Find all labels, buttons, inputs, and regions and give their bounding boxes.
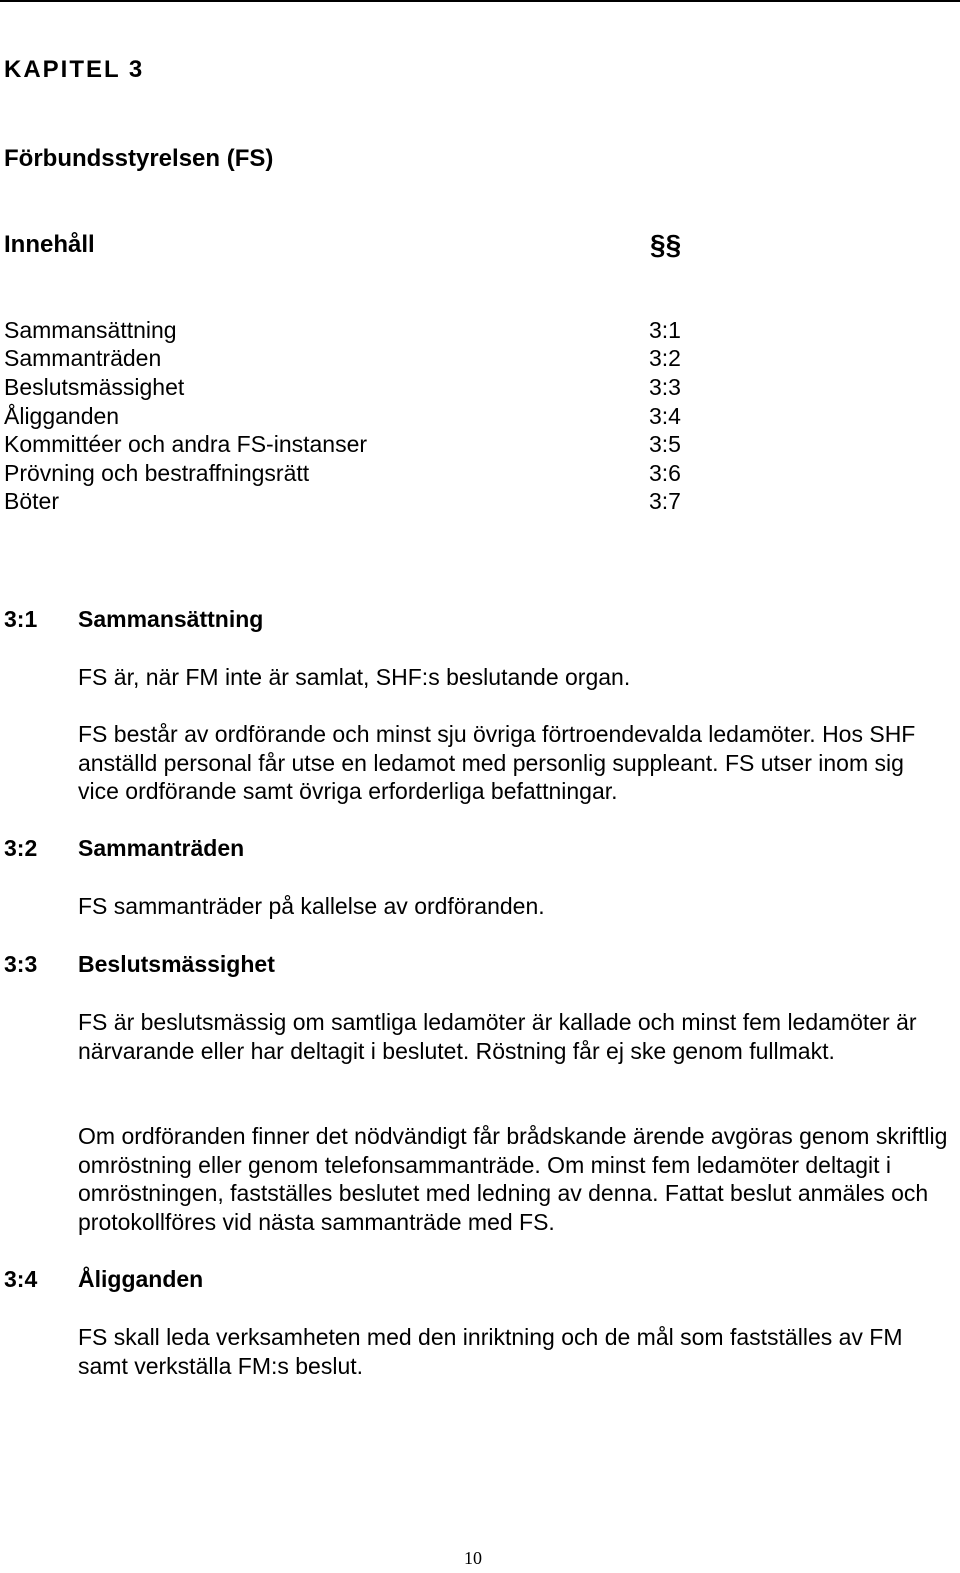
paragraph: FS skall leda verksamheten med den inriktning och de mål som fastställes av FM samt verkställa FM:s beslut. xyxy=(78,1324,903,1379)
toc-entry-ref: 3:2 xyxy=(649,345,681,371)
toc-entry-label: Prövning och bestraffningsrätt xyxy=(4,460,310,486)
section-number: 3:1 xyxy=(4,606,38,632)
toc-entry-label: Åligganden xyxy=(4,403,120,429)
toc-entry xyxy=(4,345,704,373)
toc-entry xyxy=(4,403,704,431)
top-rule xyxy=(0,0,960,2)
toc-entry-label: Sammanträden xyxy=(4,345,162,371)
section-title: Åligganden xyxy=(78,1266,204,1292)
paragraph: FS sammanträder på kallelse av ordföranden. xyxy=(78,893,545,919)
toc-entry-label: Beslutsmässighet xyxy=(4,374,185,400)
page-title: Förbundsstyrelsen (FS) xyxy=(4,145,274,172)
toc-entry xyxy=(4,488,704,516)
toc-entry xyxy=(4,460,704,488)
toc-entry-ref: 3:7 xyxy=(649,488,681,514)
toc-entry xyxy=(4,431,704,459)
section-title: Beslutsmässighet xyxy=(78,951,275,977)
paragraph: FS är beslutsmässig om samtliga ledamöter är kallade och minst fem ledamöter är närvarande eller har deltagit i beslutet. Röstning får ej ske genom fullmakt. xyxy=(78,1009,917,1064)
section-number: 3:2 xyxy=(4,835,38,861)
toc-entry-ref: 3:3 xyxy=(649,374,681,400)
toc-entry-ref: 3:6 xyxy=(649,460,681,486)
toc-entry-ref: 3:1 xyxy=(649,317,681,343)
section-title: Sammansättning xyxy=(78,606,264,632)
paragraph-sign-icon: §§ xyxy=(650,229,682,260)
toc-entry-ref: 3:4 xyxy=(649,403,681,429)
paragraph: FS är, när FM inte är samlat, SHF:s beslutande organ. xyxy=(78,664,631,690)
section-number: 3:4 xyxy=(4,1266,38,1292)
chapter-label: KAPITEL 3 xyxy=(4,56,145,83)
toc-entry-label: Sammansättning xyxy=(4,317,177,343)
paragraph: FS består av ordförande och minst sju övriga förtroendevalda ledamöter. Hos SHF anställd personal får utse en ledamot med personlig suppleant. FS utser inom sig vice ordförande samt övriga erforderliga befattningar. xyxy=(78,721,916,805)
toc-entry-label: Kommittéer och andra FS-instanser xyxy=(4,431,368,457)
toc-entry-ref: 3:5 xyxy=(649,431,681,457)
paragraph: Om ordföranden finner det nödvändigt får brådskande ärende avgöras genom skriftlig omröstning eller genom telefonsammanträde. Om minst fem ledamöter deltagit i omröstningen, fastställes beslutet med ledning av denna. Fattat beslut anmäles och protokollföres vid nästa sammanträde med FS. xyxy=(78,1123,948,1235)
page-number: 10 xyxy=(464,1548,482,1568)
toc-entry-label: Böter xyxy=(4,488,59,514)
section-number: 3:3 xyxy=(4,951,38,977)
toc-entry xyxy=(4,374,704,402)
section-title: Sammanträden xyxy=(78,835,245,861)
toc-entry xyxy=(4,317,704,345)
toc-heading: Innehåll xyxy=(4,231,95,258)
